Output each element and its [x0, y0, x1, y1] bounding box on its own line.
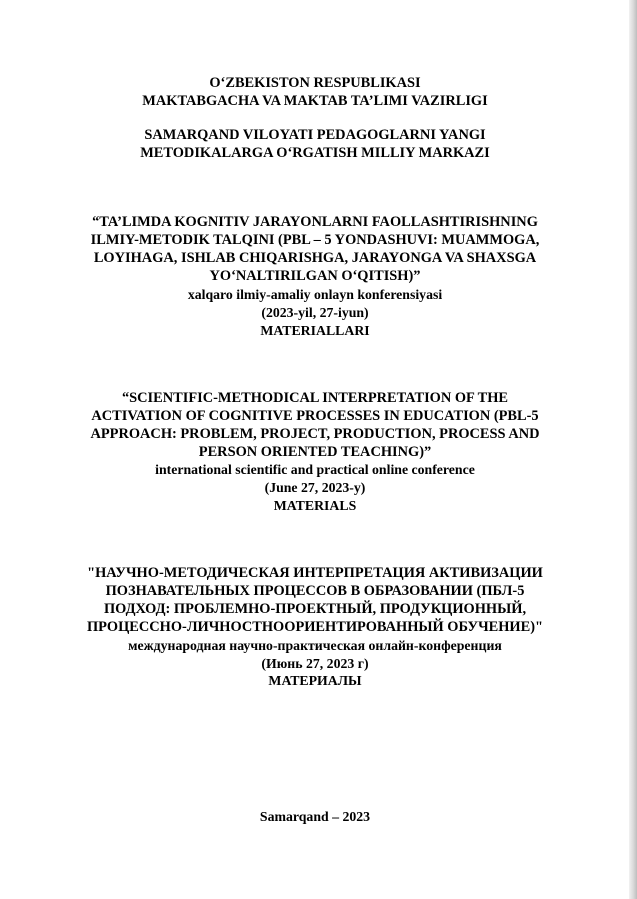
uzbek-title-line-1: “TA’LIMDA KOGNITIV JARAYONLARNI FAOLLASHTIRISHNING — [92, 214, 538, 230]
uzbek-title-line-3: LOYIHAGA, ISHLAB CHIQARISHGA, JARAYONGA VA SHAXSGA — [93, 250, 537, 266]
center-line-1: SAMARQAND VILOYATI PEDAGOGLARNI YANGI — [144, 127, 486, 143]
russian-materials: МАТЕРИАЛЫ — [268, 673, 362, 688]
uzbek-title-line-4: YO‘NALTIRILGAN O‘QITISH)” — [209, 268, 421, 284]
uzbek-conference: xalqaro ilmiy-amaliy onlayn konferensiyasi — [187, 287, 443, 302]
uzbek-title-line-2: ILMIY-METODIK TALQINI (PBL – 5 YONDASHUVI: MUAMMOGA, — [90, 232, 540, 248]
english-title-line-3: APPROACH: PROBLEM, PROJECT, PRODUCTION, PROCESS AND — [90, 426, 540, 442]
ministry-line-1: O‘ZBEKISTON RESPUBLIKASI — [209, 75, 421, 91]
english-title-line-2: ACTIVATION OF COGNITIVE PROCESSES IN EDUCATION (PBL-5 — [91, 408, 539, 424]
russian-title-line-4: ПРОЦЕССНО-ЛИЧНОСТНООРИЕНТИРОВАННЫЙ ОБУЧЕНИЕ)" — [86, 619, 543, 635]
english-title-line-4: PERSON ORIENTED TEACHING)” — [198, 444, 432, 460]
center-line-2: METODIKALARGA O‘RGATISH MILLIY MARKAZI — [140, 145, 490, 161]
english-date: (June 27, 2023-y) — [264, 480, 366, 495]
russian-date: (Июнь 27, 2023 г) — [261, 656, 369, 671]
footer-place-year: Samarqand – 2023 — [259, 809, 371, 824]
russian-title-line-3: ПОДХОД: ПРОБЛЕМНО-ПРОЕКТНЫЙ, ПРОДУКЦИОННЫЙ, — [103, 601, 527, 617]
english-title-line-1: “SCIENTIFIC-METHODICAL INTERPRETATION OF THE — [121, 390, 509, 406]
russian-conference: международная научно-практическая онлайн-конференция — [128, 638, 502, 653]
page-edge-shadow — [629, 0, 637, 899]
english-conference: international scientific and practical online conference — [155, 462, 475, 477]
ministry-line-2: MAKTABGACHA VA MAKTAB TA’LIMI VAZIRLIGI — [142, 93, 488, 109]
uzbek-date: (2023-yil, 27-iyun) — [261, 305, 369, 320]
uzbek-materials: MATERIALLARI — [260, 323, 370, 338]
english-materials: MATERIALS — [273, 498, 357, 513]
russian-title-line-2: ПОЗНАВАТЕЛЬНЫХ ПРОЦЕССОВ В ОБРАЗОВАНИИ (ПБЛ-5 — [105, 583, 525, 599]
russian-title-line-1: "НАУЧНО-МЕТОДИЧЕСКАЯ ИНТЕРПРЕТАЦИЯ АКТИВИЗАЦИИ — [87, 565, 543, 581]
